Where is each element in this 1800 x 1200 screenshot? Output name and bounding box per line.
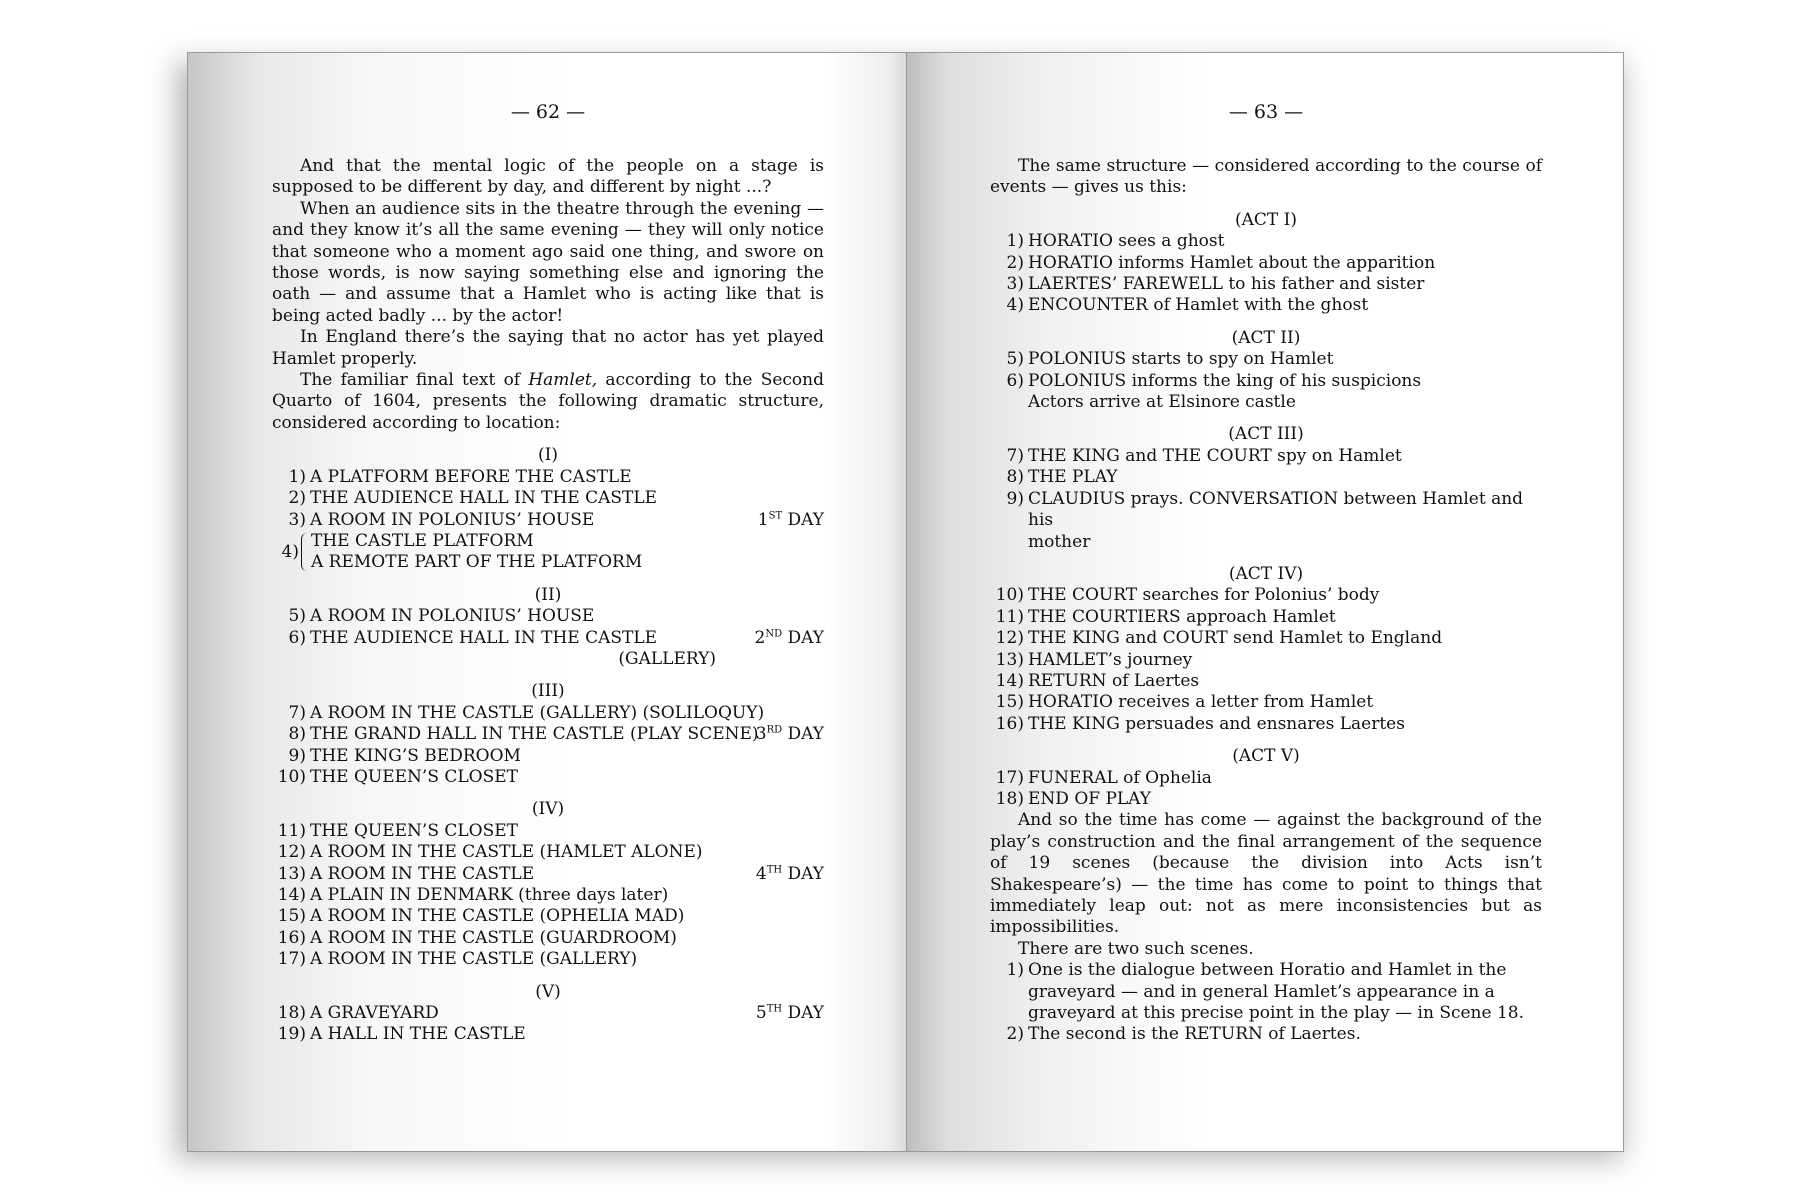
scene-number: 14) — [277, 885, 306, 905]
scene-row — [272, 467, 824, 488]
scene-row — [272, 906, 824, 927]
scene-number: 3) — [288, 509, 306, 530]
paragraph: The same structure — considered according to the course of events — gives us this: — [990, 156, 1542, 198]
scene-row-braced — [272, 531, 824, 574]
scene-location: A ROOM IN POLONIUS’ HOUSE — [310, 509, 595, 530]
event-number: 14) — [995, 670, 1024, 691]
brace-icon — [301, 533, 309, 571]
scene-location: A ROOM IN THE CASTLE (GALLERY) — [310, 949, 638, 970]
scene-row — [272, 864, 824, 885]
scene-row — [272, 724, 824, 745]
day-ordinal: TH — [766, 863, 783, 875]
event-text: HORATIO sees a ghost — [1028, 231, 1225, 252]
event-row — [990, 446, 1542, 467]
note-number: 2) — [1006, 1024, 1024, 1045]
scene-number: 11) — [277, 820, 306, 841]
event-row — [990, 628, 1542, 649]
left-page-content — [272, 156, 824, 1046]
page-number-right: — 63 — — [1228, 101, 1304, 123]
note-number: 1) — [1006, 960, 1024, 981]
left-page — [187, 52, 907, 1152]
act-heading: (ACT III) — [1228, 424, 1304, 445]
event-row — [990, 789, 1542, 810]
scene-location: THE QUEEN’S CLOSET — [310, 766, 519, 787]
event-row — [990, 467, 1542, 488]
section-heading: (III) — [531, 681, 565, 702]
scene-number: 16) — [277, 927, 306, 948]
section-heading: (IV) — [531, 799, 565, 820]
section-heading: (I) — [538, 445, 558, 466]
event-text: ENCOUNTER of Hamlet with the ghost — [1028, 295, 1369, 316]
act-heading: (ACT IV) — [1228, 563, 1304, 584]
event-text: FUNERAL of Ophelia — [1028, 767, 1212, 788]
scene-row — [272, 510, 824, 531]
event-continuation: Actors arrive at Elsinore castle — [1028, 392, 1296, 413]
event-text: HORATIO receives a letter from Hamlet — [1028, 692, 1374, 713]
scene-number: 4) — [281, 541, 299, 562]
event-row — [990, 714, 1542, 735]
event-number: 18) — [995, 788, 1024, 809]
note-continuation: graveyard — and in general Hamlet’s appearance in a — [1028, 981, 1495, 1002]
scene-row — [272, 628, 824, 649]
day-ordinal: TH — [766, 1003, 783, 1015]
day-number: 3 — [755, 724, 767, 745]
paragraph: When an audience sits in the theatre through the evening — and they know it’s all the same evening — they will only notice that someone who a moment ago said one thing, and swore on those words, is now saying something else and ignoring the oath — and assume that a Hamlet who is acting like that is being acted badly ... by the actor! — [272, 198, 824, 326]
event-number: 6) — [1006, 370, 1024, 391]
act-heading: (ACT II) — [1231, 327, 1301, 348]
act-heading: (ACT I) — [1234, 209, 1297, 230]
event-text: THE KING and THE COURT spy on Hamlet — [1028, 445, 1402, 466]
scene-location: A PLAIN IN DENMARK (three days later) — [310, 885, 669, 905]
event-row — [990, 671, 1542, 692]
scene-location: A ROOM IN THE CASTLE (GALLERY) (SOLILOQUY) — [310, 702, 765, 723]
scene-location: THE GRAND HALL IN THE CASTLE (PLAY SCENE) — [310, 724, 759, 745]
note-continuation: graveyard at this precise point in the play — in Scene 18. — [1028, 1003, 1524, 1024]
paragraph-text: The familiar final text of — [300, 370, 529, 391]
scene-location: A HALL IN THE CASTLE — [310, 1024, 526, 1045]
play-title: Hamlet, — [528, 370, 598, 391]
scene-note — [990, 960, 1542, 981]
scene-row — [272, 488, 824, 509]
event-number: 10) — [995, 585, 1024, 606]
scene-number: 2) — [288, 488, 306, 509]
event-row — [990, 768, 1542, 789]
event-text: POLONIUS informs the king of his suspicions — [1028, 370, 1422, 391]
paragraph: There are two such scenes. — [1018, 938, 1254, 959]
event-text: HAMLET’s journey — [1028, 649, 1193, 670]
event-text: END OF PLAY — [1028, 788, 1151, 809]
scene-number: 12) — [277, 842, 306, 863]
scene-number: 18) — [277, 1003, 306, 1024]
day-ordinal: ND — [765, 627, 783, 639]
act-heading: (ACT V) — [1232, 746, 1300, 767]
event-number: 11) — [995, 606, 1024, 627]
event-number: 3) — [1006, 274, 1024, 295]
scene-location: A REMOTE PART OF THE PLATFORM — [311, 552, 643, 573]
day-number: 4 — [755, 863, 767, 884]
paragraph: And that the mental logic of the people on a stage is supposed to be different by day, and different by night ...? — [272, 156, 824, 198]
scene-row — [272, 842, 824, 863]
scene-number: 8) — [288, 724, 306, 745]
scene-number: 10) — [277, 766, 306, 787]
event-text: THE PLAY — [1028, 467, 1118, 488]
scene-location: A ROOM IN POLONIUS’ HOUSE — [310, 606, 595, 627]
scene-number: 7) — [288, 702, 306, 723]
event-number: 7) — [1006, 445, 1024, 466]
scene-number: 9) — [288, 745, 306, 766]
event-text: POLONIUS starts to spy on Hamlet — [1028, 349, 1334, 370]
day-word: DAY — [782, 509, 824, 530]
scene-number: 13) — [277, 863, 306, 884]
event-number: 17) — [995, 767, 1024, 788]
event-row — [990, 295, 1542, 316]
event-row — [990, 371, 1542, 392]
event-number: 5) — [1006, 349, 1024, 370]
event-number: 8) — [1006, 467, 1024, 488]
paragraph — [272, 370, 824, 434]
event-number: 4) — [1006, 295, 1024, 316]
event-row — [990, 253, 1542, 274]
scene-number: 6) — [288, 627, 306, 648]
day-word: DAY — [782, 627, 824, 648]
scene-number: 17) — [277, 949, 306, 970]
paragraph-text: according to the Second Quarto of 1604, presents the following dramatic structure, considered according to location: — [272, 370, 824, 433]
event-number: 13) — [995, 649, 1024, 670]
event-row — [990, 692, 1542, 713]
scene-row — [272, 885, 824, 906]
section-heading: (II) — [534, 584, 562, 605]
event-text: RETURN of Laertes — [1028, 670, 1200, 691]
brace-lines — [309, 531, 642, 574]
event-row — [990, 607, 1542, 628]
scene-location: A GRAVEYARD — [310, 1003, 439, 1024]
scene-location: A ROOM IN THE CASTLE — [310, 863, 535, 884]
event-row — [990, 650, 1542, 671]
section-heading: (V) — [535, 981, 561, 1002]
event-text: LAERTES’ FAREWELL to his father and sister — [1028, 274, 1425, 295]
paragraph: And so the time has come — against the background of the play’s construction and the final arrangement of the sequence of 19 scenes (because the division into Acts isn’t Shakespeare’s) — the time has come to point to things that immediately leap out: not as mere inconsistencies but as impossibilities. — [990, 810, 1542, 938]
scene-note — [990, 1024, 1542, 1045]
scene-row — [272, 1024, 824, 1045]
scene-location: THE KING’S BEDROOM — [310, 745, 521, 766]
day-marker — [755, 628, 824, 649]
day-marker — [756, 864, 824, 885]
event-number: 2) — [1006, 252, 1024, 273]
paragraph: In England there’s the saying that no actor has yet played Hamlet properly. — [272, 327, 824, 369]
scene-row — [272, 746, 824, 767]
event-number: 12) — [995, 628, 1024, 649]
scene-number: 5) — [288, 606, 306, 627]
event-row — [990, 274, 1542, 295]
event-number: 9) — [1006, 488, 1024, 509]
right-page-content — [990, 156, 1542, 1046]
event-row — [990, 231, 1542, 252]
event-row — [990, 489, 1542, 532]
event-text: THE COURTIERS approach Hamlet — [1028, 606, 1336, 627]
scene-row — [272, 949, 824, 970]
scene-row — [272, 821, 824, 842]
event-number: 1) — [1006, 231, 1024, 252]
scene-row — [272, 928, 824, 949]
event-number: 16) — [995, 713, 1024, 734]
scene-location: THE CASTLE PLATFORM — [311, 530, 534, 551]
day-marker — [758, 510, 824, 531]
day-number: 5 — [755, 1003, 767, 1024]
event-text: THE KING and COURT send Hamlet to England — [1028, 628, 1443, 649]
scene-number: 19) — [277, 1024, 306, 1045]
scene-location: A ROOM IN THE CASTLE (GUARDROOM) — [310, 927, 677, 948]
scene-location: A ROOM IN THE CASTLE (HAMLET ALONE) — [310, 842, 703, 863]
event-text: THE COURT searches for Polonius’ body — [1028, 585, 1380, 606]
scene-number: 1) — [288, 466, 306, 487]
event-text: HORATIO informs Hamlet about the apparition — [1028, 252, 1436, 273]
right-page — [906, 52, 1624, 1152]
day-word: DAY — [782, 724, 824, 745]
day-marker — [756, 724, 824, 745]
scene-row — [272, 1003, 824, 1024]
event-text: THE KING persuades and ensnares Laertes — [1028, 713, 1405, 734]
event-text: CLAUDIUS prays. CONVERSATION between Hamlet and his — [1028, 488, 1524, 531]
scene-location: THE AUDIENCE HALL IN THE CASTLE — [310, 627, 658, 648]
day-ordinal: ST — [768, 509, 783, 521]
note-text: One is the dialogue between Horatio and Hamlet in the — [1028, 960, 1507, 981]
scene-location: A PLATFORM BEFORE THE CASTLE — [310, 466, 632, 487]
scene-location: THE QUEEN’S CLOSET — [310, 820, 519, 841]
event-continuation: mother — [1028, 531, 1091, 552]
scene-number: 15) — [277, 906, 306, 927]
day-ordinal: RD — [766, 724, 783, 736]
scene-row — [272, 703, 824, 724]
gallery-note: (GALLERY) — [618, 648, 716, 669]
day-word: DAY — [782, 1003, 824, 1024]
event-row — [990, 349, 1542, 370]
scene-row — [272, 606, 824, 627]
event-number: 15) — [995, 692, 1024, 713]
day-marker — [756, 1003, 824, 1024]
scene-row — [272, 767, 824, 788]
day-number: 2 — [754, 627, 766, 648]
day-word: DAY — [782, 863, 824, 884]
scene-location: THE AUDIENCE HALL IN THE CASTLE — [310, 488, 658, 509]
scene-location: A ROOM IN THE CASTLE (OPHELIA MAD) — [310, 906, 685, 927]
note-text: The second is the RETURN of Laertes. — [1028, 1024, 1361, 1045]
page-number-left: — 62 — — [510, 101, 586, 123]
event-row — [990, 585, 1542, 606]
day-number: 1 — [757, 509, 769, 530]
